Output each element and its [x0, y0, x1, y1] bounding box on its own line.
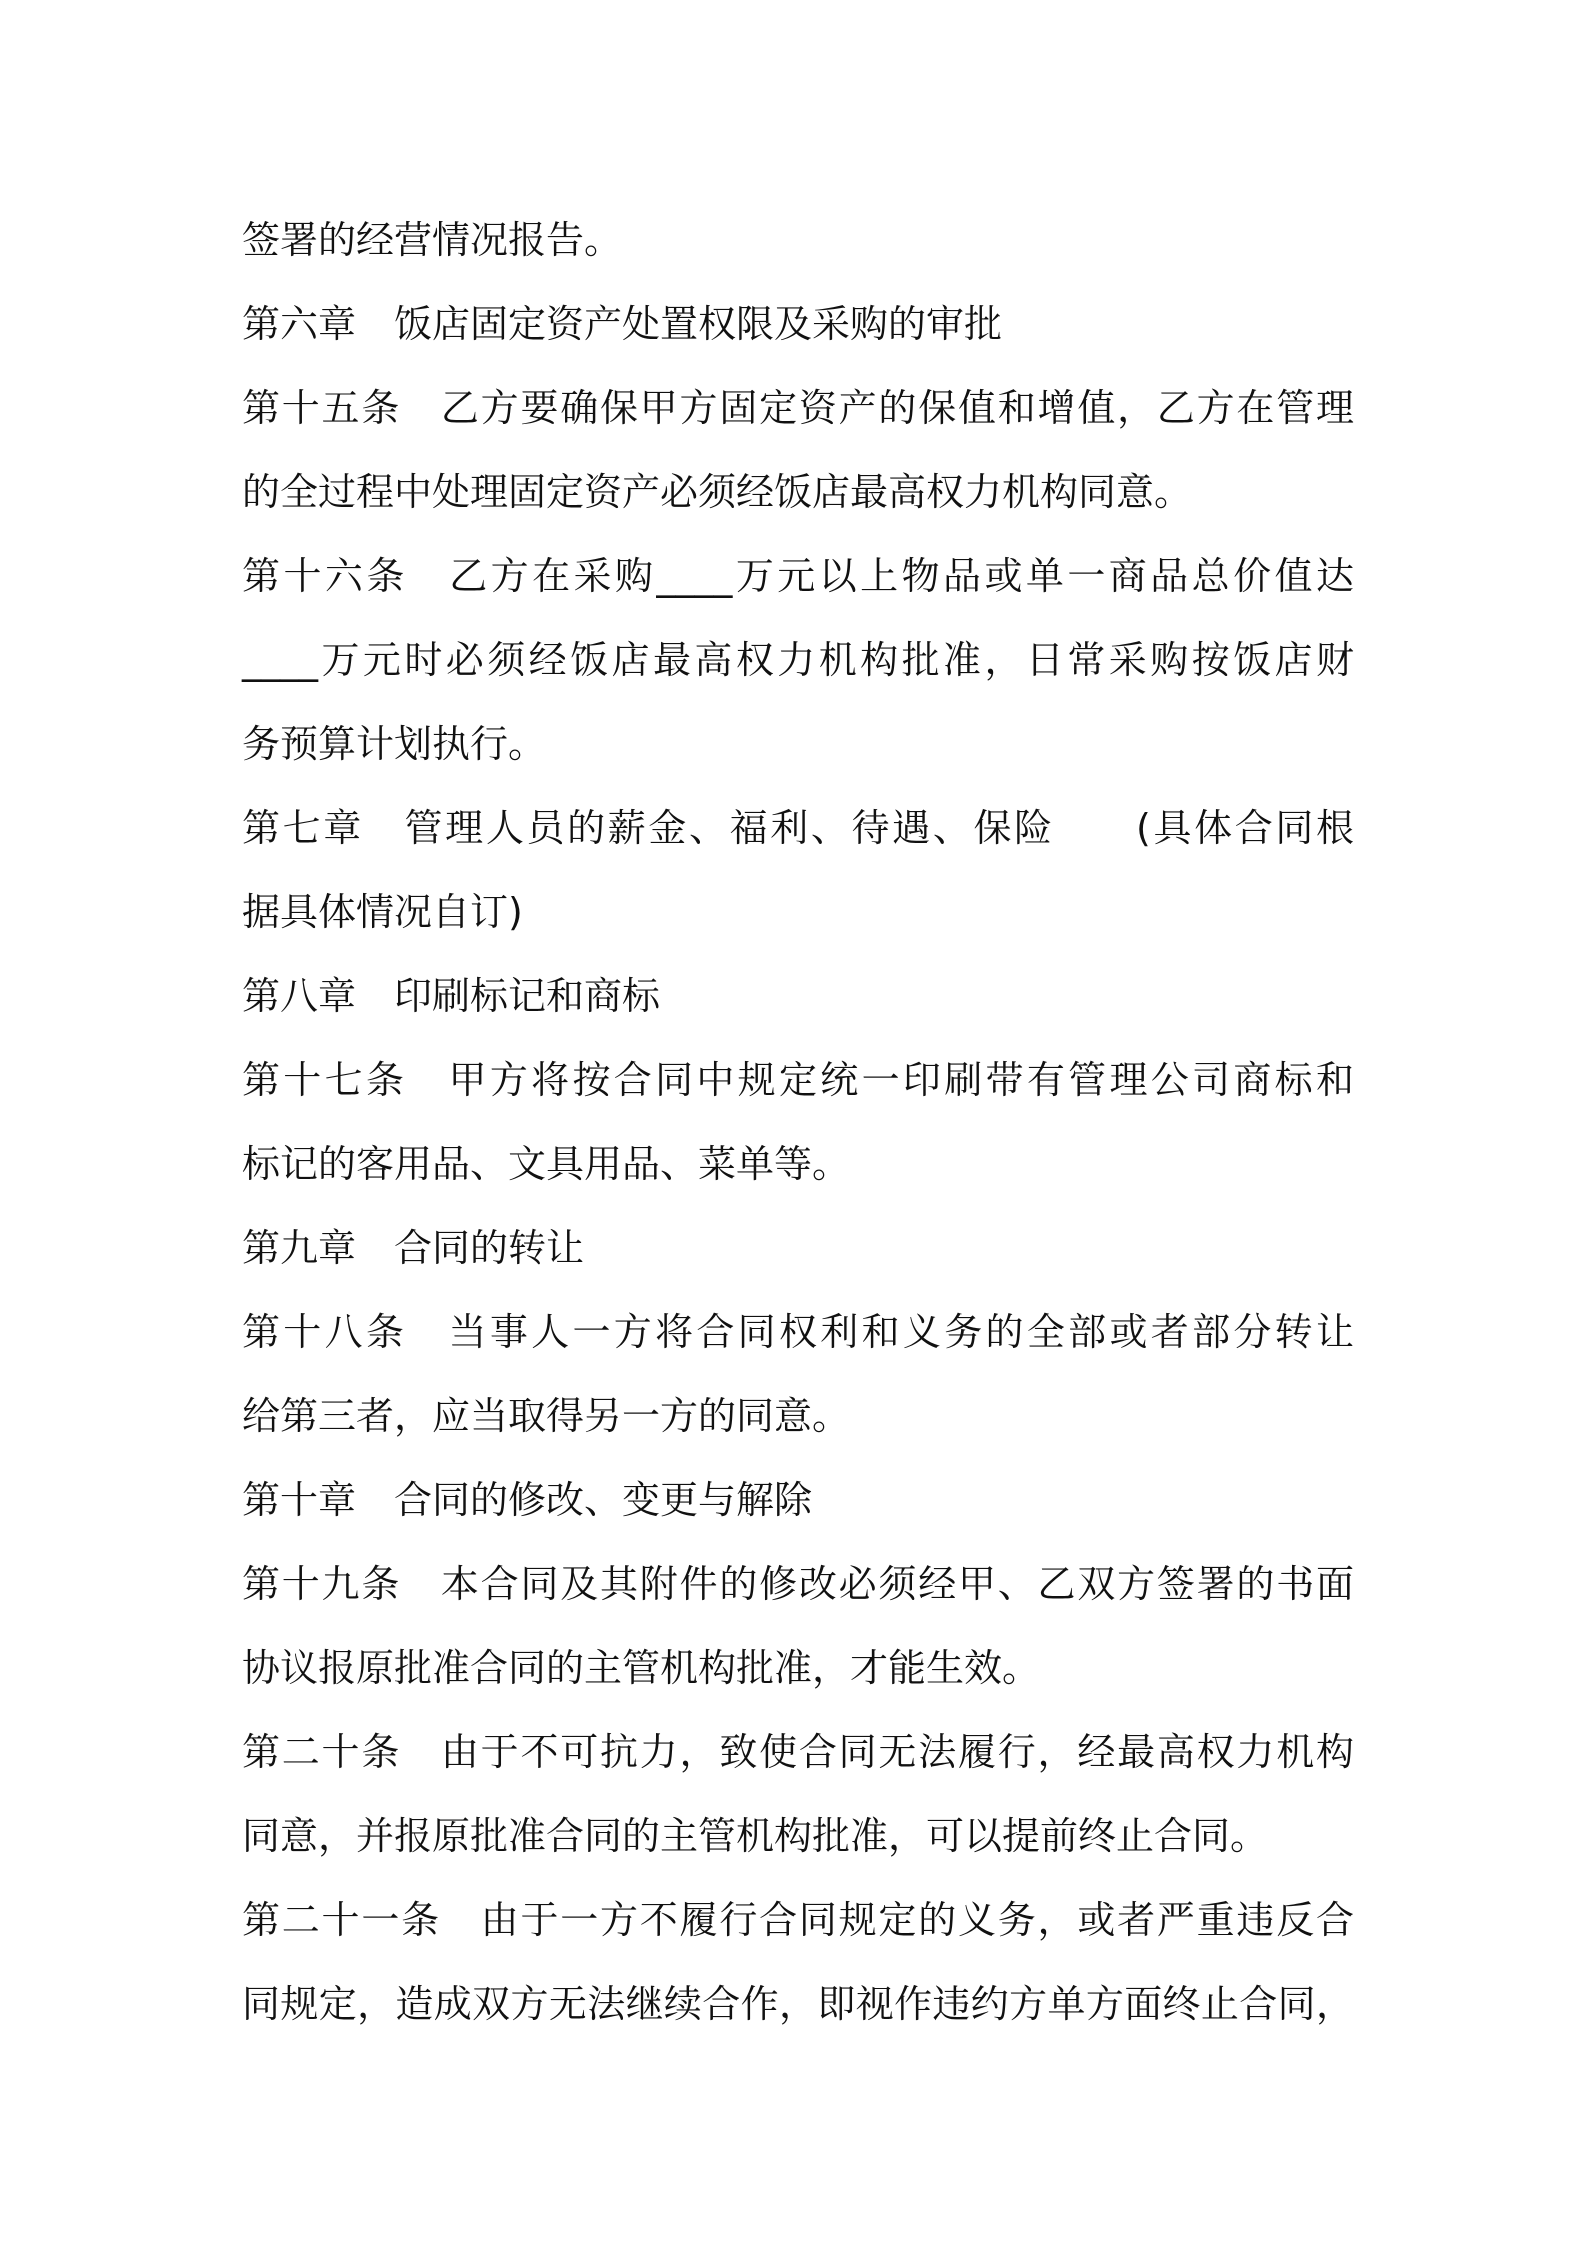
text-line: 第十九条 本合同及其附件的修改必须经甲、乙双方签署的书面	[242, 1562, 1354, 1606]
text-line: 签署的经营情况报告。	[242, 218, 623, 262]
text-line: 标记的客用品、文具用品、菜单等。	[242, 1142, 851, 1186]
chapter-heading: 第九章 合同的转让	[242, 1226, 585, 1270]
text-line: 第十七条 甲方将按合同中规定统一印刷带有管理公司商标和	[242, 1058, 1354, 1102]
chapter-heading: 第七章 管理人员的薪金、福利、待遇、保险 (具体合同根	[242, 806, 1354, 850]
text-line: 给第三者，应当取得另一方的同意。	[242, 1394, 851, 1438]
text-line: 据具体情况自订)	[242, 890, 523, 934]
text-line: 第十八条 当事人一方将合同权利和义务的全部或者部分转让	[242, 1310, 1354, 1354]
chapter-heading: 第六章 饭店固定资产处置权限及采购的审批	[242, 302, 1003, 346]
text-line: 务预算计划执行。	[242, 722, 547, 766]
text-line: ____万元时必须经饭店最高权力机构批准，日常采购按饭店财	[242, 638, 1354, 682]
chapter-heading: 第十章 合同的修改、变更与解除	[242, 1478, 813, 1522]
text-line: 第十六条 乙方在采购____万元以上物品或单一商品总价值达	[242, 554, 1354, 598]
text-line: 协议报原批准合同的主管机构批准，才能生效。	[242, 1646, 1041, 1690]
text-line: 的全过程中处理固定资产必须经饭店最高权力机构同意。	[242, 470, 1193, 514]
text-line: 同规定，造成双方无法继续合作，即视作违约方单方面终止合同，	[242, 1982, 1354, 2026]
text-line: 第十五条 乙方要确保甲方固定资产的保值和增值，乙方在管理	[242, 386, 1354, 430]
text-line: 同意，并报原批准合同的主管机构批准，可以提前终止合同。	[242, 1814, 1269, 1858]
document-body	[242, 198, 1354, 2046]
chapter-heading: 第八章 印刷标记和商标	[242, 974, 661, 1018]
text-line: 第二十一条 由于一方不履行合同规定的义务，或者严重违反合	[242, 1898, 1354, 1942]
text-line: 第二十条 由于不可抗力，致使合同无法履行，经最高权力机构	[242, 1730, 1354, 1774]
